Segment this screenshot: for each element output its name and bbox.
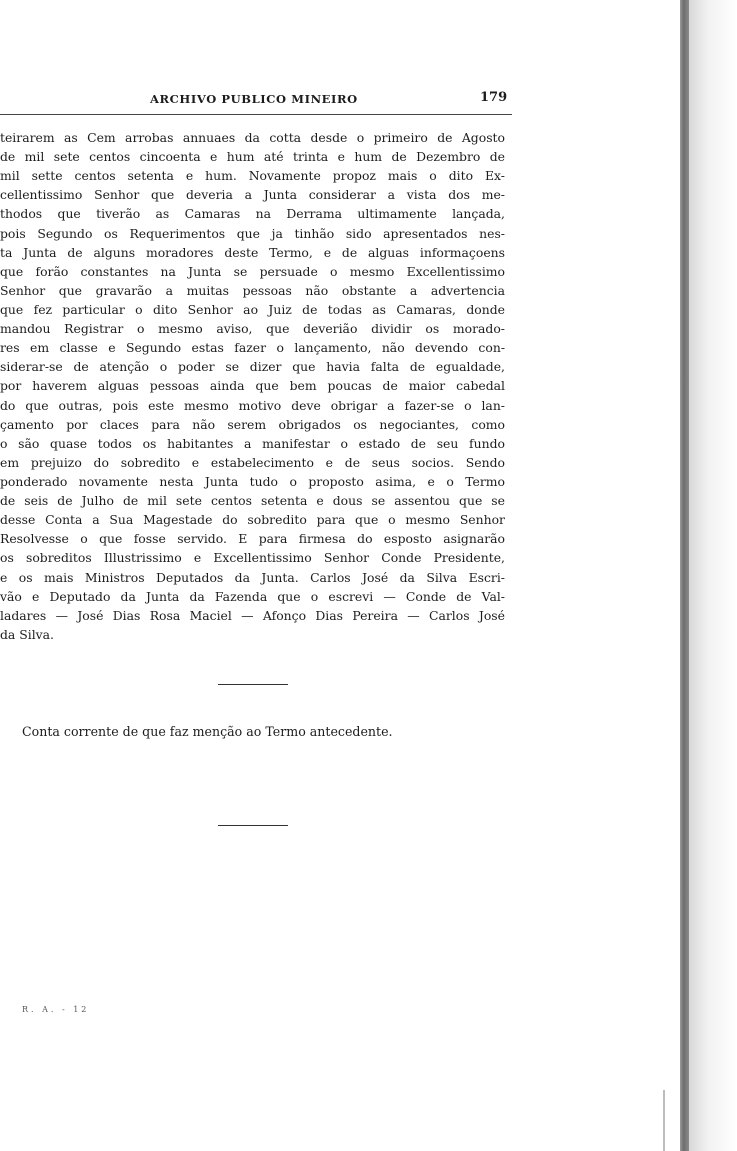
running-title: ARCHIVO PUBLICO MINEIRO [150,92,358,106]
section-caption: Conta corrente de que faz menção ao Termo antecedente. [22,724,393,739]
text-line: çamento por claces para não serem obrigados os negociantes, como [0,416,505,432]
text-line-last: da Silva. [0,626,54,642]
text-line: do que outras, pois este mesmo motivo deve obrigar a fazer-se o lan- [0,397,505,413]
text-line: ta Junta de alguns moradores deste Termo, e de alguas informaçoens [0,244,505,260]
text-line: que forão constantes na Junta se persuade o mesmo Excellentissimo [0,263,505,279]
text-line: pois Segundo os Requerimentos que ja tinhão sido apresentados nes- [0,225,505,241]
text-line: cellentissimo Senhor que deveria a Junta considerar a vista dos me- [0,187,505,203]
text-line: de mil sete centos cincoenta e hum até trinta e hum de Dezembro de [0,149,505,165]
text-line: de seis de Julho de mil sete centos setenta e dous se assentou que se [0,493,505,509]
text-line: mil sette centos setenta e hum. Novamente propoz mais o dito Ex- [0,168,505,184]
text-line: siderar-se de atenção o poder se dizer que havia falta de egualdade, [0,359,505,375]
text-line: desse Conta a Sua Magestade do sobredito para que o mesmo Senhor [0,512,505,528]
binding-shadow [689,0,737,1151]
text-line: Senhor que gravarão a muitas pessoas não obstante a advertencia [0,282,505,298]
text-line: por haverem alguas pessoas ainda que bem poucas de maior cabedal [0,378,505,394]
body-text [0,128,505,644]
binding-tick [663,1090,665,1151]
text-line: em prejuizo do sobredito e estabelecimento e de seus socios. Sendo [0,454,505,470]
text-line: thodos que tiverão as Camaras na Derrama ultimamente lançada, [0,206,505,222]
text-line: o são quase todos os habitantes a manifestar o estado de seu fundo [0,435,505,451]
text-line: res em classe e Segundo estas fazer o lançamento, não devendo con- [0,340,505,356]
text-line: teirarem as Cem arrobas annuaes da cotta desde o primeiro de Agosto [0,130,505,145]
text-line: que fez particular o dito Senhor ao Juiz de todas as Camaras, donde [0,301,505,317]
text-line: ponderado novamente nesta Junta tudo o proposto asima, e o Termo [0,473,505,489]
text-line: mandou Registrar o mesmo aviso, que deverião dividir os morado- [0,321,505,337]
text-line: vão e Deputado da Junta da Fazenda que o escrevi — Conde de Val- [0,588,505,604]
text-line: e os mais Ministros Deputados da Junta. Carlos José da Silva Escri- [0,569,505,585]
section-separator-bottom [218,825,288,826]
page-number: 179 [480,90,508,105]
text-line: ladares — José Dias Rosa Maciel — Afonço Dias Pereira — Carlos José [0,607,505,623]
text-line: Resolvesse o que fosse servido. E para firmesa do esposto asignarão [0,531,505,547]
text-line: os sobreditos Illustrissimo e Excellentissimo Senhor Conde Presidente, [0,550,505,566]
running-head [0,90,515,112]
binding-edge [680,0,689,1151]
signature-mark: R. A. - 12 [22,1005,90,1014]
section-separator-top [218,684,288,685]
header-rule [0,114,512,115]
